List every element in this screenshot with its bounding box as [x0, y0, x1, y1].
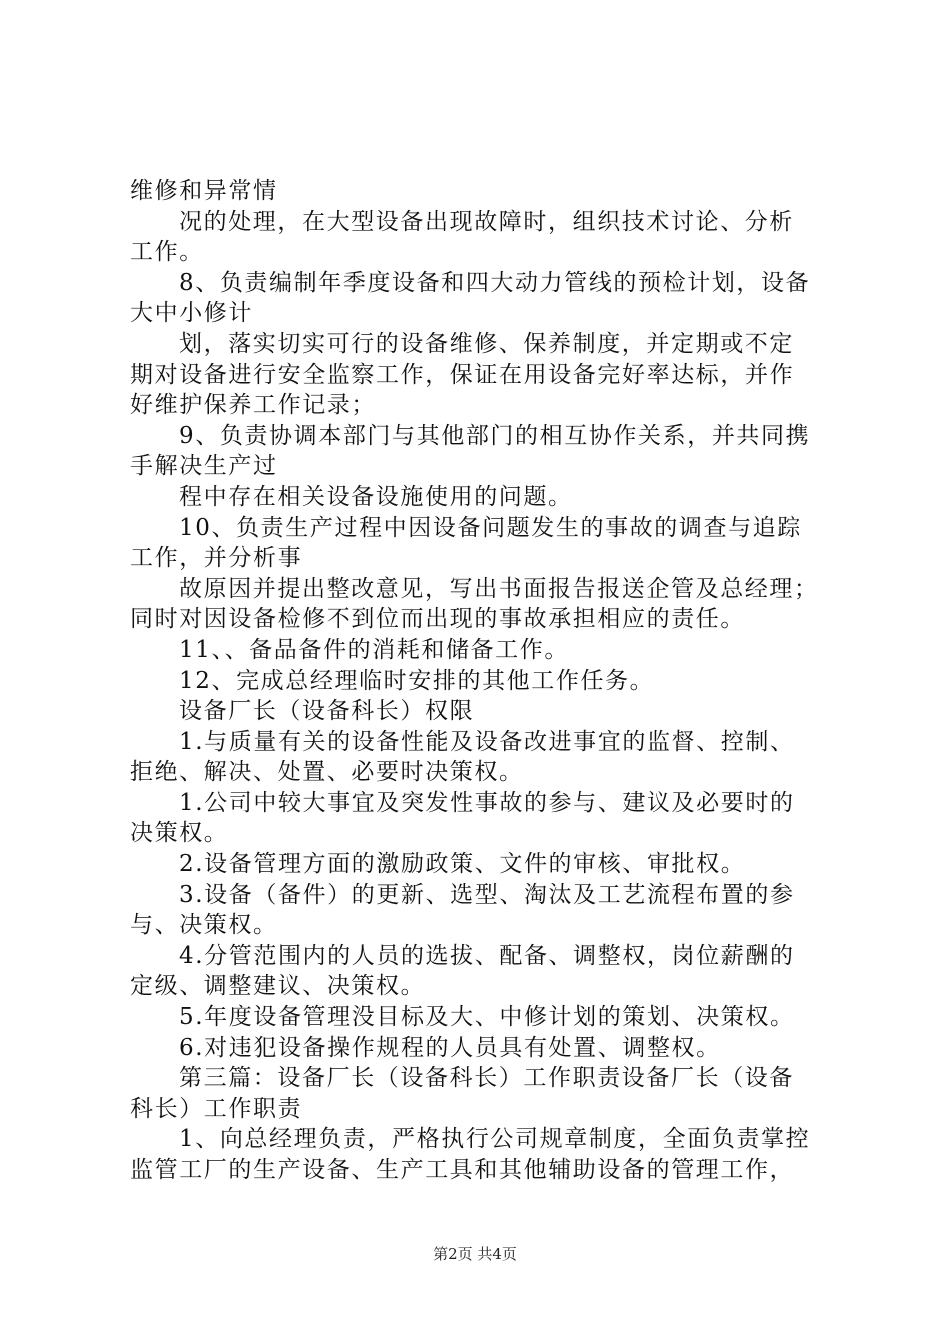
text-line: 10、负责生产过程中因设备问题发生的事故的调查与追踪 — [179, 514, 802, 541]
text-line: 大中小修计 — [130, 300, 253, 327]
text-line: 2.设备管理方面的激励政策、文件的审核、审批权。 — [179, 851, 746, 878]
page-footer — [0, 1244, 950, 1264]
text-line: 9、负责协调本部门与其他部门的相互协作关系，并共同携 — [179, 422, 811, 449]
text-line: 12、完成总经理临时安排的其他工作任务。 — [179, 667, 655, 694]
text-line: 工作。 — [130, 239, 204, 266]
body-text — [130, 176, 842, 1186]
text-line: 1.与质量有关的设备性能及设备改进事宜的监督、控制、 — [179, 728, 795, 755]
text-line: 期对设备进行安全监察工作，保证在用设备完好率达标，并作 — [130, 361, 795, 388]
text-line: 手解决生产过 — [130, 453, 278, 480]
text-line: 1.公司中较大事宜及突发性事故的参与、建议及必要时的 — [179, 789, 795, 816]
text-line: 维修和异常情 — [130, 178, 278, 204]
text-line: 拒绝、解决、处置、必要时决策权。 — [130, 759, 524, 786]
text-line: 划，落实切实可行的设备维修、保养制度，并定期或不定 — [179, 330, 794, 357]
section-heading: 设备厂长（设备科长）权限 — [179, 698, 475, 725]
text-line: 好维护保养工作记录； — [130, 392, 376, 419]
text-line: 4.分管范围内的人员的选拔、配备、调整权，岗位薪酬的 — [179, 942, 795, 969]
section-heading: 第三篇：设备厂长（设备科长）工作职责设备厂长（设备 — [179, 1065, 794, 1092]
text-line: 科长）工作职责 — [130, 1095, 303, 1122]
text-line: 11、、备品备件的消耗和储备工作。 — [179, 636, 569, 663]
text-line: 8、负责编制年季度设备和四大动力管线的预检计划，设备 — [179, 269, 811, 296]
text-line: 同时对因设备检修不到位而出现的事故承担相应的责任。 — [130, 606, 745, 633]
text-line: 与、决策权。 — [130, 912, 278, 939]
text-line: 程中存在相关设备设施使用的问题。 — [179, 483, 573, 510]
text-line: 决策权。 — [130, 820, 229, 847]
text-line: 5.年度设备管理没目标及大、中修计划的策划、决策权。 — [179, 1004, 795, 1031]
text-line: 1、向总经理负责，严格执行公司规章制度，全面负责掌控 — [179, 1126, 811, 1153]
text-line: 定级、调整建议、决策权。 — [130, 973, 426, 1000]
text-line: 故原因并提出整改意见，写出书面报告报送企管及总经理； — [179, 575, 819, 602]
text-line: 6.对违犯设备操作规程的人员具有处置、调整权。 — [179, 1034, 721, 1061]
text-line: 3.设备（备件）的更新、选型、淘汰及工艺流程布置的参 — [179, 881, 795, 908]
text-line: 监管工厂的生产设备、生产工具和其他辅助设备的管理工作， — [130, 1157, 795, 1183]
text-line: 工作，并分析事 — [130, 545, 303, 572]
text-line: 况的处理，在大型设备出现故障时，组织技术讨论、分析 — [179, 208, 794, 235]
page-number-label: 第2页 共4页 — [433, 1245, 517, 1263]
